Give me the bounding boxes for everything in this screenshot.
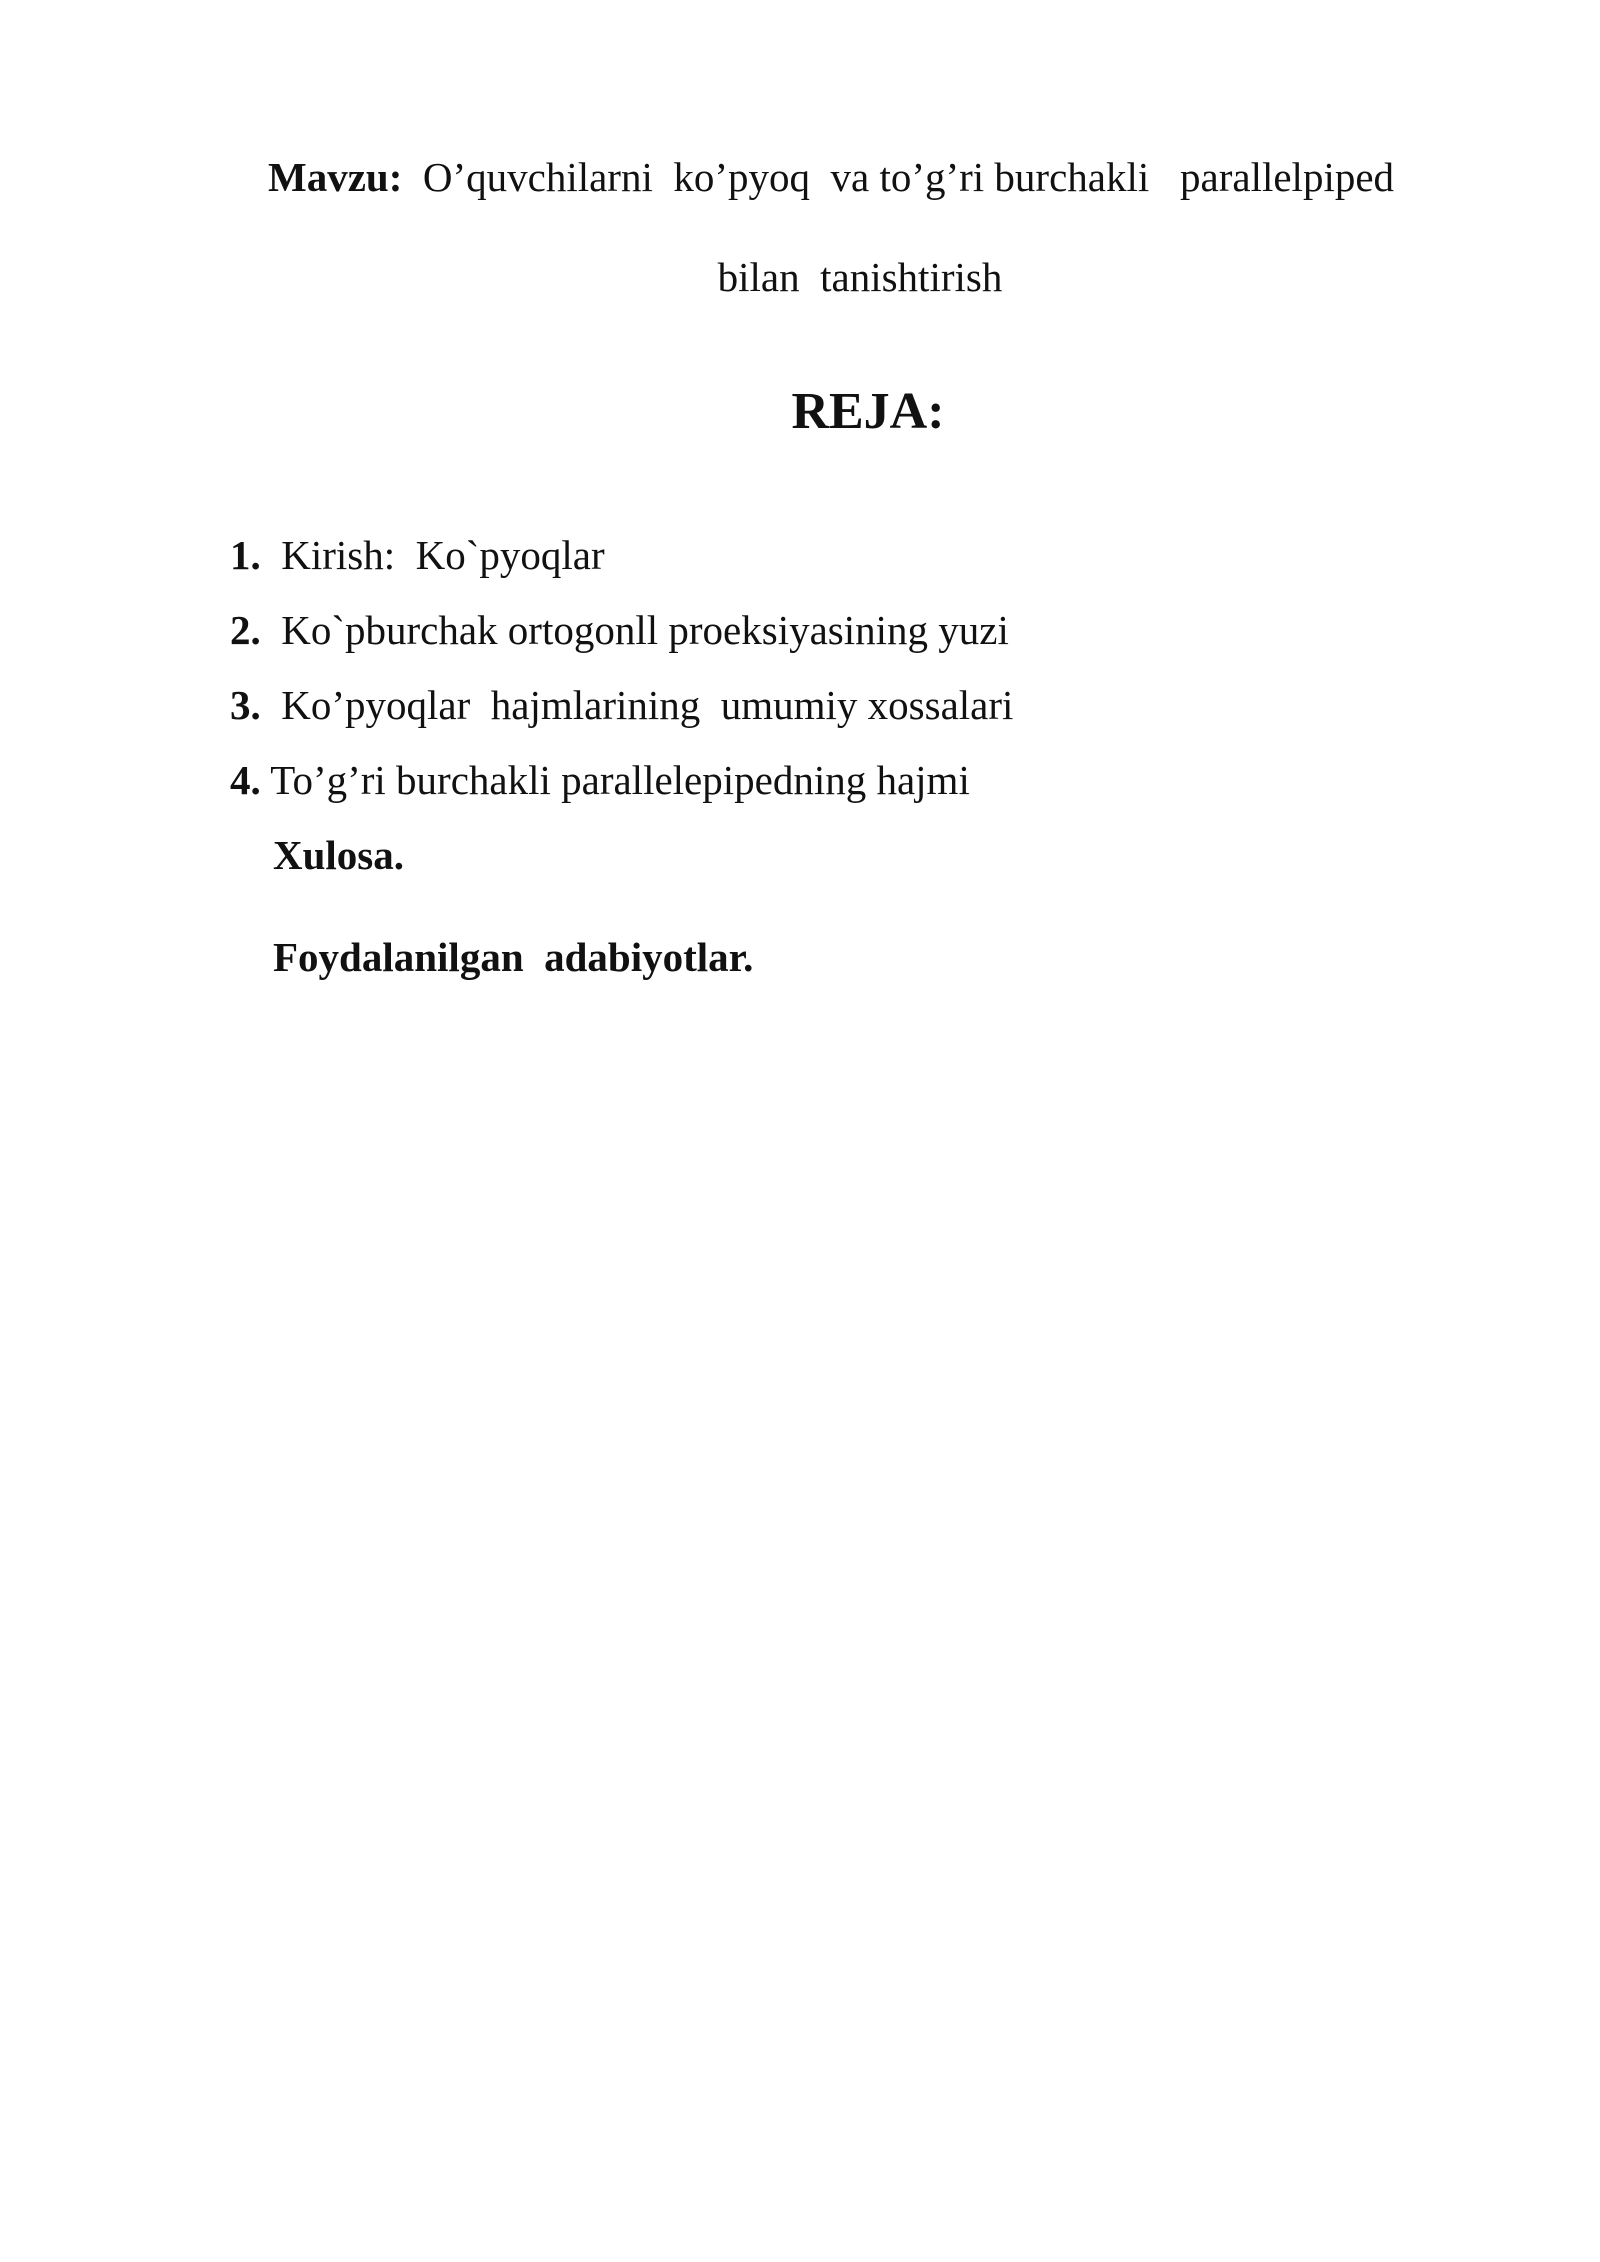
topic-label: Mavzu: [268, 154, 403, 200]
topic-line [268, 152, 1394, 202]
plan-item [230, 755, 1013, 830]
plan-item [230, 530, 1013, 605]
plan-item [230, 680, 1013, 755]
plan-list [230, 530, 1013, 830]
plan-heading: REJA: [791, 383, 945, 440]
topic-text-line1: O’quvchilarni ko’pyoq va to’g’ri burchakli parallelpiped [402, 154, 1395, 200]
plan-item-text: Ko’pyoqlar hajmlarining umumiy xossalari [260, 682, 1014, 728]
plan-item-number: 2. [230, 607, 261, 653]
plan-item-number: 3. [230, 682, 261, 728]
plan-item-number: 1. [230, 532, 261, 578]
plan-item [230, 605, 1013, 680]
topic-text-line2: bilan tanishtirish [717, 254, 1003, 300]
references-heading: Foydalanilgan adabiyotlar. [273, 934, 754, 980]
conclusion-heading: Xulosa. [273, 832, 405, 878]
plan-item-number: 4. [230, 757, 261, 803]
plan-item-text: To’g’ri burchakli parallelepipedning hajmi [260, 757, 970, 803]
plan-item-text: Kirish: Ko`pyoqlar [260, 532, 605, 578]
plan-item-text: Ko`pburchak ortogonll proeksiyasining yuzi [260, 607, 1009, 653]
